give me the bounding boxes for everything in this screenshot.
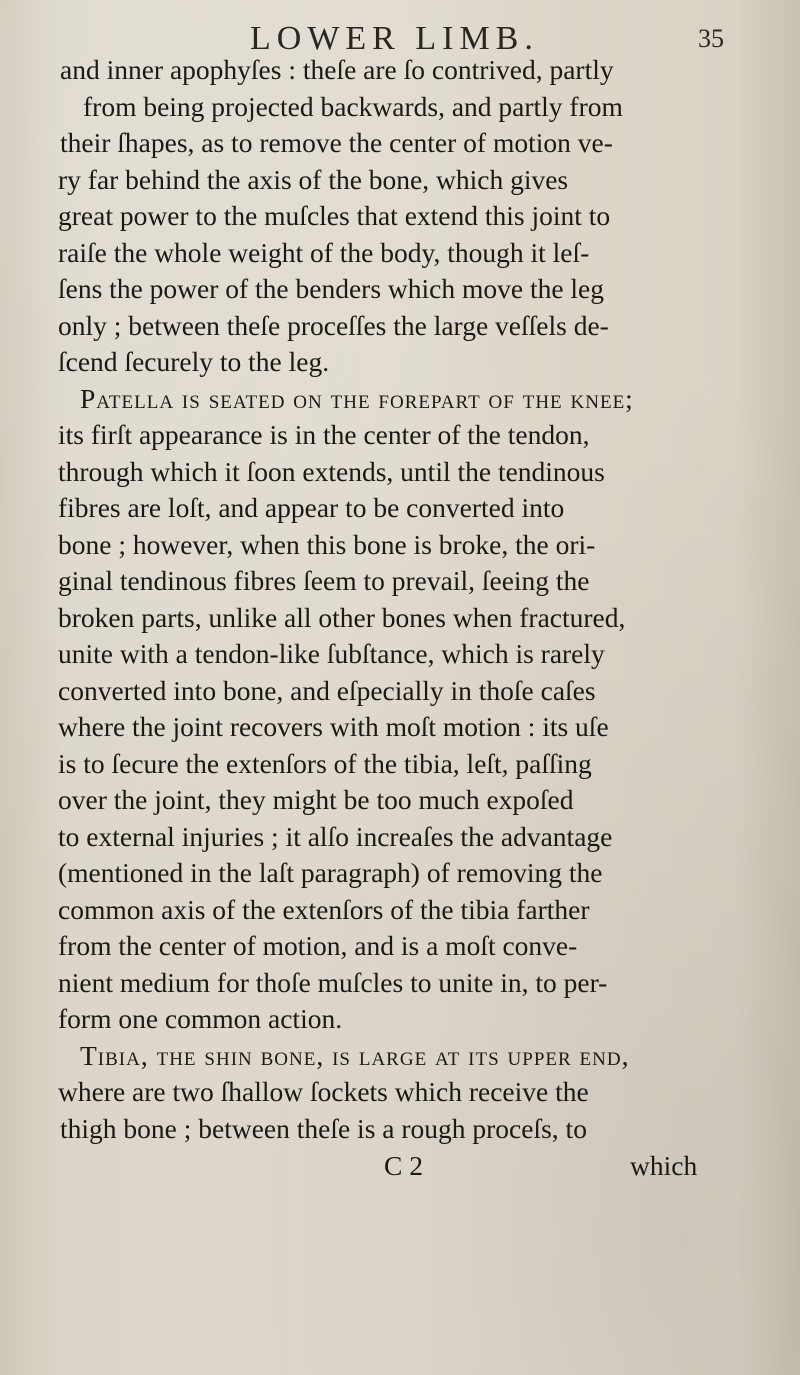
text-line: where are two ſhallow ſockets which receive the xyxy=(58,1076,589,1107)
text-line: ſens the power of the benders which move the leg xyxy=(58,273,605,304)
running-head: LOWER LIMB. xyxy=(250,20,539,57)
text-line: ginal tendinous fibres ſeem to prevail, ſeeing the xyxy=(58,565,590,596)
text-line: its firſt appearance is in the center of the tendon, xyxy=(58,419,590,450)
text-line: converted into bone, and eſpecially in thoſe caſes xyxy=(58,674,596,706)
text-line: common axis of the extenſors of the tibia farther xyxy=(58,893,590,925)
text-line: only ; between theſe proceſſes the large veſſels de- xyxy=(58,309,609,341)
text-line: unite with a tendon-like ſubſtance, which is rarely xyxy=(58,638,605,669)
text-line: Tibia, the ſhin bone, is large at its upper end, xyxy=(80,1039,630,1071)
text-line: their ſhapes, as to remove the center of motion ve- xyxy=(60,127,613,158)
text-line: where the joint recovers with moſt motion : its uſe xyxy=(58,711,609,742)
text-line: Patella is ſeated on the forepart of the knee; xyxy=(80,382,634,414)
page-number: 35 xyxy=(698,24,724,53)
text-line: form one common action. xyxy=(58,1003,343,1034)
text-line: bone ; however, when this bone is broke, the ori- xyxy=(58,528,596,560)
text-line: ry far behind the axis of the bone, which gives xyxy=(58,163,569,195)
text-line: is to ſecure the extenſors of the tibia, leſt, paſſing xyxy=(58,747,592,779)
text-line: great power to the muſcles that extend this joint to xyxy=(58,200,611,231)
text-line: to external injuries ; it alſo increaſes the advantage xyxy=(58,820,613,852)
signature-mark: C 2 xyxy=(384,1150,423,1181)
text-line: (mentioned in the laſt paragraph) of removing the xyxy=(58,857,603,888)
text-line: from the center of motion, and is a moſt conve- xyxy=(58,930,578,961)
text-line: through which it ſoon extends, until the tendinous xyxy=(58,455,605,487)
text-line: from being projected backwards, and partly from xyxy=(83,90,623,122)
text-line: thigh bone ; between theſe is a rough proceſs, to xyxy=(60,1112,587,1144)
text-line: and inner apophyſes : theſe are ſo contrived, partly xyxy=(60,54,614,85)
text-line: ſcend ſecurely to the leg. xyxy=(58,346,330,377)
text-line: broken parts, unlike all other bones when fractured, xyxy=(58,601,626,633)
text-line: nient medium for thoſe muſcles to unite in, to per- xyxy=(58,966,608,998)
text-line: over the joint, they might be too much expoſed xyxy=(58,784,574,815)
catchword: which xyxy=(630,1150,698,1181)
text-line: fibres are loſt, and appear to be converted into xyxy=(58,492,565,523)
text-line: raiſe the whole weight of the body, though it leſ- xyxy=(58,236,590,268)
